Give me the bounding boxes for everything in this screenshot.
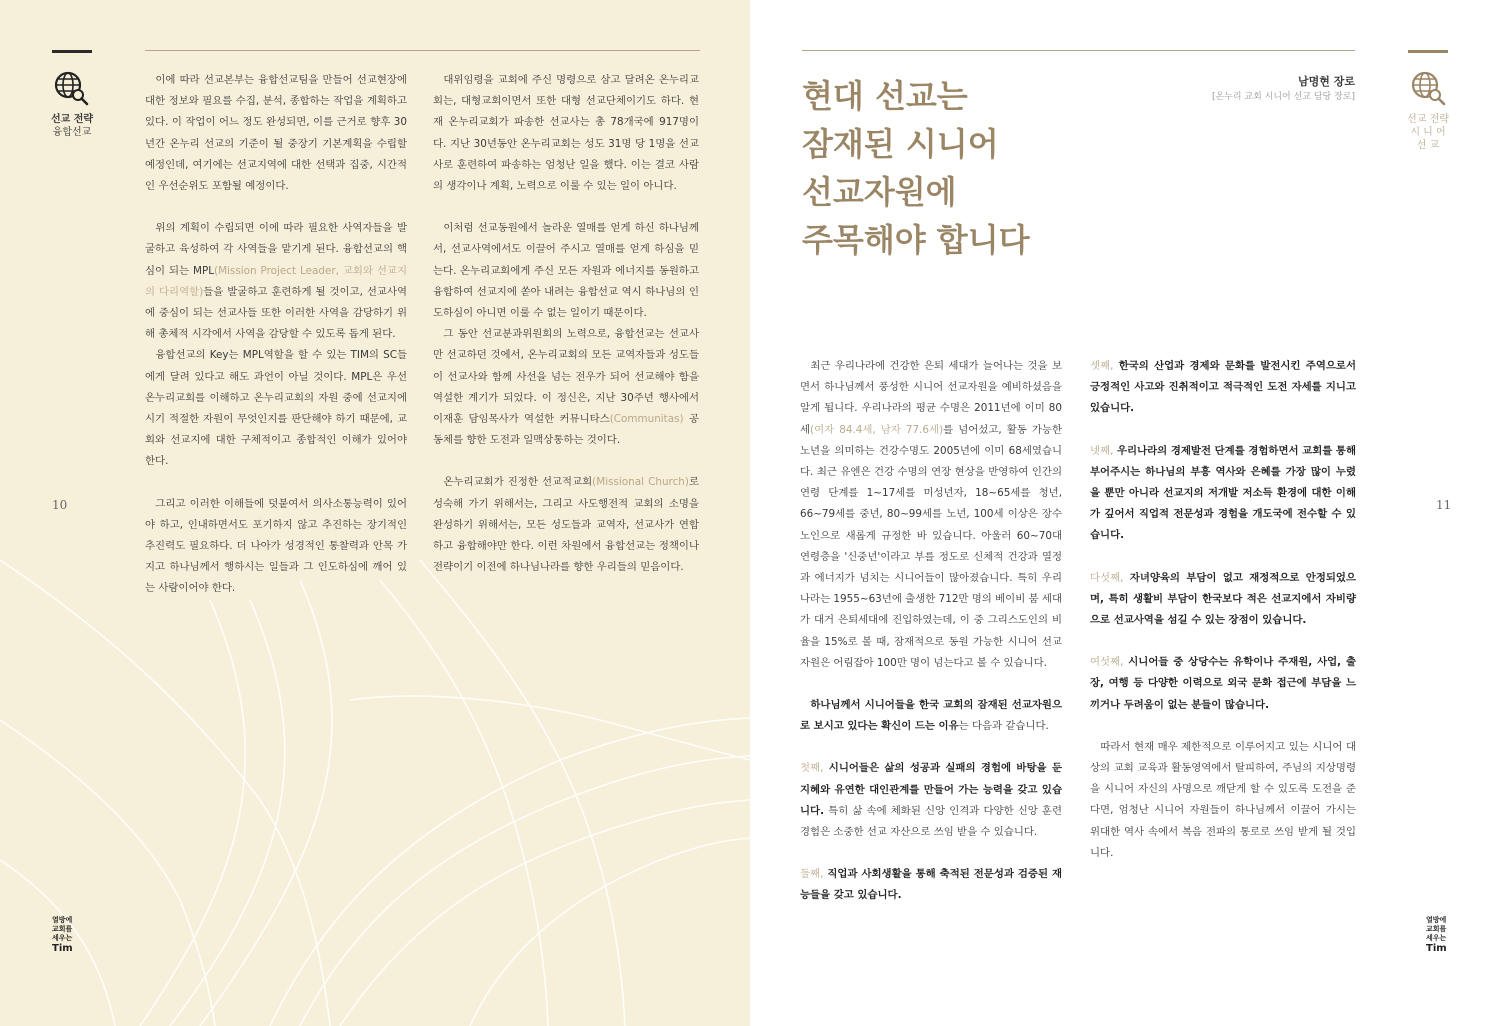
- globe-search-icon: [1410, 70, 1446, 106]
- reason-fifth: 다섯째, 자녀양육의 부담이 없고 재정적으로 안정되었으며, 특히 생활비 부담이 한국보다 적은 선교지에서 자비량으로 선교사역을 섬길 수 있는 장점이 있습니다.: [1090, 571, 1356, 627]
- paragraph: 하나님께서 시니어들을 한국 교회의 잠재된 선교자원으로 보시고 있다는 확신이 드는 이유는 다음과 같습니다.: [800, 699, 1062, 733]
- left-column-2: [433, 70, 699, 578]
- reason-fourth: 넷째, 우리나라의 경제발전 단계를 경험하면서 교회를 통해 부어주시는 하나님의 부흥 역사와 은혜를 가장 많이 누렸을 뿐만 아니라 선교지의 저개발 저소득 환경에 대한 이해가 깊어서 직업적 전문성과 경험을 개도국에 전수할 수 있습니다.: [1090, 444, 1356, 542]
- section-label: [44, 113, 100, 139]
- page-number: 11: [1436, 498, 1452, 512]
- brand-line3: 세우는: [1426, 934, 1447, 942]
- brand-mark: [52, 916, 73, 955]
- tim-logo: Tim: [52, 943, 73, 954]
- paragraph: 위의 계획이 수립되면 이에 따라 필요한 사역자들을 발굴하고 육성하여 각 사역들을 맡기게 된다. 융합선교의 핵심이 되는 MPL(Mission Project Leader, 교회와 선교지의 다리역할)들을 발굴하고 훈련하게 될 것이고, 선교사역에 중심이 되는 선교사들 또한 이러한 사역을 감당하기 위해 총체적 시각에서 사역을 감당할 수 있도록 돕게 된다.: [145, 222, 407, 341]
- reason-second: 둘째, 직업과 사회생활을 통해 축적된 전문성과 검증된 재능들을 갖고 있습니다.: [800, 868, 1062, 902]
- reason-third: 셋째, 한국의 산업과 경제와 문화를 발전시킨 주역으로서 긍정적인 사고와 진취적이고 적극적인 도전 자세를 지니고 있습니다.: [1090, 360, 1356, 415]
- title-line: 현대 선교는: [802, 77, 968, 115]
- closing-paragraph: 따라서 현재 매우 제한적으로 이루어지고 있는 시니어 대상의 교회 교육과 활동영역에서 탈피하여, 주님의 지상명령을 시니어 자신의 사명으로 깨닫게 할 수 있도록 도전을 준다면, 엄청난 시니어 자원들이 하나님께서 이끌어 가시는 위대한 역사 속에서 복음 전파의 통로로 쓰임 받게 될 것입니다.: [1090, 740, 1356, 859]
- paragraph: 이처럼 선교동원에서 놀라운 열매를 얻게 하신 하나님께서, 선교사역에서도 이끌어 주시고 열매를 얻게 하심을 믿는다. 온누리교회에게 주신 모든 자원과 에너지를 동원하고 융합하여 선교지에 쏟아 내려는 융합선교 역시 하나님의 인도하심이 아니면 이룰 수 없는 일이기 때문이다.: [433, 222, 699, 320]
- brand-line2: 교회를: [1426, 925, 1447, 933]
- paragraph: 그 동안 선교분과위원회의 노력으로, 융합선교는 선교사만 선교하던 것에서, 온누리교회의 모든 교역자들과 성도들이 선교사와 함께 사선을 넘는 전우가 되어 선교해야 함을 역설한 계기가 되었다. 이 정신은, 지난 30주년 행사에서 이재훈 담임목사가 역설한 커뮤니타스(Communitas) 공동체를 향한 도전과 일맥상통하는 것이다.: [433, 328, 699, 447]
- top-rule-long: [145, 50, 700, 51]
- page-number: 10: [52, 498, 68, 512]
- paragraph: 융합선교의 Key는 MPL역할을 할 수 있는 TIM의 SC들에게 달려 있다고 해도 과언이 아닐 것이다. MPL은 우선 온누리교회를 이해하고 온누리교회의 자원 중에 선교지에 시기 적절한 자원이 무엇인지를 판단해야 하기 때문에, 교회와 선교지에 대한 구체적이고 종합적인 이해가 있어야 한다.: [145, 349, 407, 468]
- right-page: [750, 0, 1500, 1026]
- left-column-1: [145, 70, 407, 600]
- section-label-line1: 선교 전략: [50, 114, 94, 125]
- section-label-line2: 시 니 어: [1410, 127, 1446, 138]
- tim-logo: Tim: [1426, 943, 1447, 954]
- right-column-2: [1090, 356, 1356, 864]
- top-rule-short: [1408, 50, 1448, 53]
- brand-line3: 세우는: [52, 934, 73, 942]
- brand-line2: 교회를: [52, 925, 73, 933]
- top-rule-short: [52, 50, 92, 53]
- author-role: [온누리 교회 시니어 선교 담당 장로]: [1211, 92, 1355, 102]
- paragraph: 최근 우리나라에 건강한 은퇴 세대가 늘어나는 것을 보면서 하나님께서 풍성한 시니어 선교자원을 예비하셨음을 알게 됩니다. 우리나라의 평균 수명은 2011년에 이미 80세(여자 84.4세, 남자 77.6세)를 넘어섰고, 활동 가능한 노년을 의미하는 건강수명도 2005년에 이미 68세였습니다. 최근 유엔은 건강 수명의 연장 현상을 반영하여 인간의 연령 단계를 1~17세를 미성년자, 18~65세를 청년, 66~79세를 중년, 80~99세를 노년, 100세 이상은 장수노인으로 새롭게 규정한 바 있습니다. 아울러 60~70대 연령층을 '신중년'이라고 부를 정도로 신체적 건강과 열정과 에너지가 넘치는 시니어들이 많아졌습니다. 특히 우리나라는 1955~63년에 출생한 712만 명의 베이비 붐 세대가 대거 은퇴세대에 진입하였는데, 이 중 그리스도인의 비율을 15%로 볼 때, 잠재적으로 동원 가능한 시니어 선교자원은 어림잡아 100만 명이 넘는다고 볼 수 있습니다.: [800, 360, 1062, 669]
- brand-mark: [1426, 916, 1447, 955]
- title-line: 주목해야 합니다: [802, 221, 1030, 259]
- paragraph: 온누리교회가 진정한 선교적교회(Missional Church)로 성숙해 가기 위해서는, 그리고 사도행전적 교회의 소명을 완성하기 위해서는, 모든 성도들과 교역자, 선교사가 연합하고 융합해야만 한다. 이런 차원에서 융합선교는 정책이나 전략이기 이전에 하나님나라를 향한 우리들의 믿음이다.: [433, 476, 699, 574]
- paragraph: 그리고 이러한 이해들에 덧붙여서 의사소통능력이 있어야 하고, 인내하면서도 포기하지 않고 추진하는 장기적인 추진력도 필요하다. 더 나아가 성경적인 통찰력과 안목 가지고 하나님께서 행하시는 일들과 그 인도하심에 깨어 있는 사람이어야 한다.: [145, 497, 407, 595]
- title-line: 선교자원에: [802, 173, 957, 211]
- globe-search-icon: [53, 70, 89, 106]
- author-name: 남명현 장로: [1298, 75, 1355, 88]
- brand-line1: 열방에: [1426, 916, 1447, 924]
- right-column-1: [800, 356, 1062, 907]
- paragraph: 이에 따라 선교본부는 융합선교팀을 만들어 선교현장에 대한 정보와 필요를 수집, 분석, 종합하는 작업을 계획하고 있다. 이 작업이 어느 정도 완성되면, 이를 근거로 향후 30년간 온누리 선교의 기준이 될 중장기 기본계획을 수립할 예정인데, 여기에는 선교지역에 대한 선택과 집중, 시간적인 우선순위도 포함될 예정이다.: [145, 74, 407, 193]
- title-line: 잠재된 시니어: [802, 125, 999, 163]
- section-label-line1: 선교 전략: [1407, 114, 1449, 125]
- section-label: [1400, 113, 1456, 152]
- reason-first: 첫째, 시니어들은 삶의 성공과 실패의 경험에 바탕을 둔 지혜와 유연한 대인관계를 만들어 가는 능력을 갖고 있습니다. 특히 삶 속에 체화된 신앙 인격과 다양한 신앙 훈련경험은 소중한 선교 자산으로 쓰임 받을 수 있습니다.: [800, 762, 1062, 839]
- section-label-line3: 선 교: [1416, 140, 1440, 151]
- article-title: [802, 72, 1102, 264]
- author-block: [1212, 73, 1355, 104]
- brand-line1: 열방에: [52, 916, 73, 924]
- reason-sixth: 여섯째, 시니어들 중 상당수는 유학이나 주재원, 사업, 출장, 여행 등 다양한 이력으로 외국 문화 접근에 부담을 느끼거나 두려움이 없는 분들이 많습니다.: [1090, 656, 1356, 711]
- section-label-line2: 융합선교: [52, 127, 92, 138]
- top-rule-long: [802, 50, 1355, 51]
- paragraph: 대위임령을 교회에 주신 명령으로 삼고 달려온 온누리교회는, 대형교회이면서 또한 대형 선교단체이기도 하다. 현재 온누리교회가 파송한 선교사는 총 78개국에 917명이다. 지난 30년동안 온누리교회는 성도 31명 당 1명을 선교사로 훈련하여 파송하는 엄청난 일을 했다. 이는 결코 사람의 생각이나 계획, 노력으로 이룰 수 있는 일이 아니다.: [433, 74, 699, 193]
